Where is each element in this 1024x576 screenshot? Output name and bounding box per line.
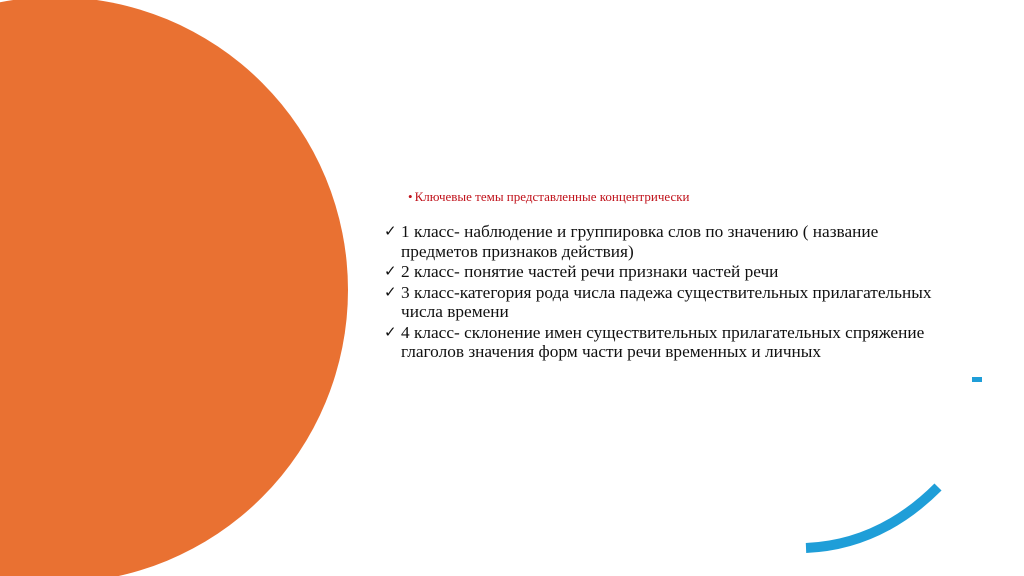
- list-item-text: 1 класс- наблюдение и группировка слов по значению ( название предметов признаков действия): [401, 222, 879, 261]
- list-item: [384, 323, 954, 362]
- checkmark-icon: ✓: [384, 282, 397, 301]
- list-item: [384, 283, 954, 322]
- topics-list: [384, 222, 954, 363]
- list-item: [384, 222, 954, 261]
- bullet-icon: •: [408, 189, 413, 204]
- list-item-text: 3 класс-категория рода числа падежа существительных прилагательных числа времени: [401, 282, 932, 321]
- blue-dash-shape: [972, 377, 982, 382]
- blue-arc-shape: [806, 487, 938, 548]
- checkmark-icon: ✓: [384, 222, 397, 240]
- list-item: [384, 262, 954, 282]
- orange-circle-shape: [0, 0, 348, 576]
- list-item-text: 4 класс- склонение имен существительных прилагательных спряжение глаголов значения форм части речи временных и личных: [401, 322, 925, 361]
- slide-subtitle: [408, 189, 690, 205]
- checkmark-icon: ✓: [384, 262, 397, 280]
- list-item-text: 2 класс- понятие частей речи признаки частей речи: [401, 262, 779, 281]
- slide-subtitle-text: Ключевые темы представленные концентрически: [414, 189, 690, 204]
- checkmark-icon: ✓: [384, 322, 397, 341]
